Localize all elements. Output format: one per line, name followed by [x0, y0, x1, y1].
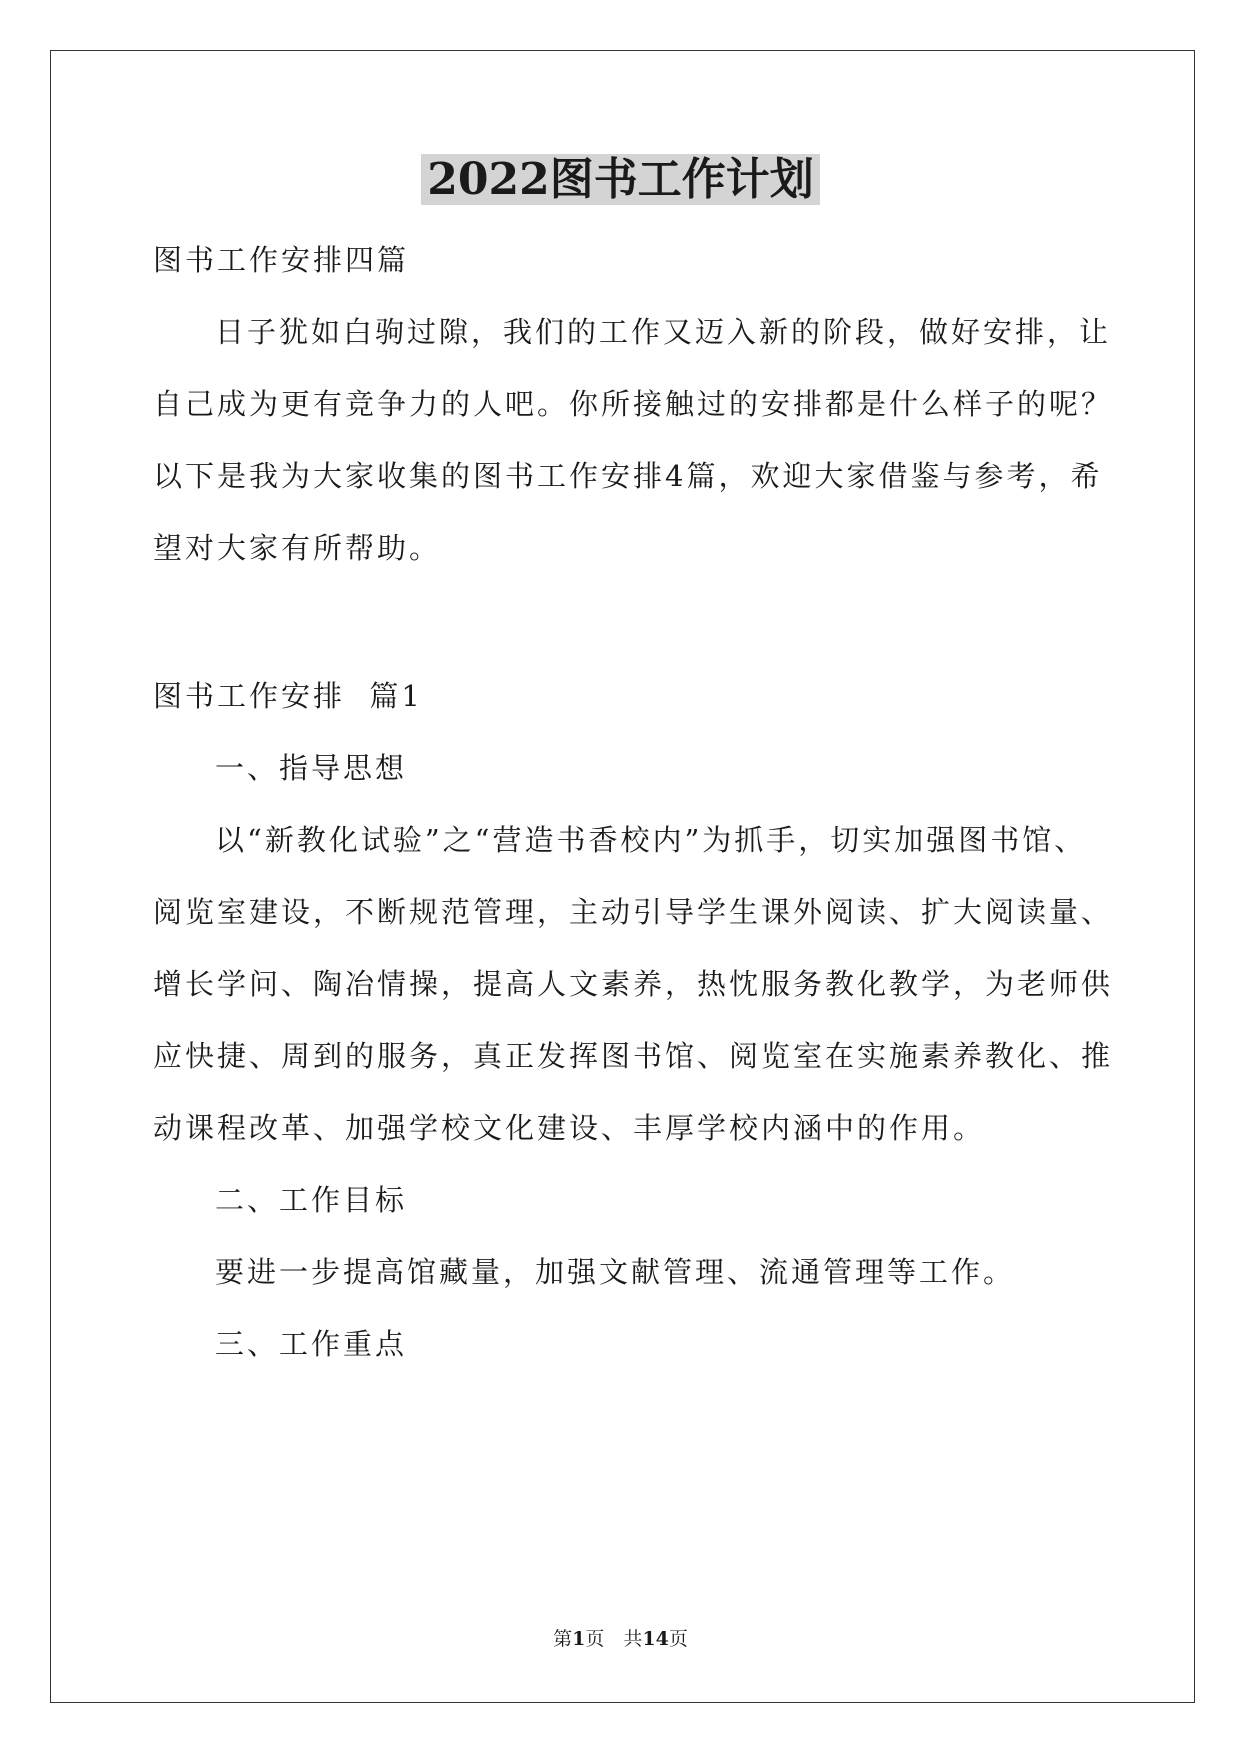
intro-line-3: 以下是我为大家收集的图书工作安排4篇，欢迎大家借鉴与参考，希 — [153, 459, 1103, 493]
document-title — [0, 150, 1241, 210]
section-heading: 图书工作安排 篇1 — [153, 679, 423, 713]
heading-guiding-thought: 一、指导思想 — [215, 751, 408, 785]
para-1-line-3: 增长学问、陶冶情操，提高人文素养，热忱服务教化教学，为老师供 — [153, 967, 1114, 1001]
subtitle: 图书工作安排四篇 — [153, 243, 410, 277]
footer-suffix: 页 — [668, 1628, 688, 1650]
heading-work-focus: 三、工作重点 — [215, 1327, 408, 1361]
intro-line-1: 日子犹如白驹过隙，我们的工作又迈入新的阶段，做好安排，让 — [215, 315, 1112, 349]
intro-line-4: 望对大家有所帮助。 — [153, 531, 442, 565]
footer-total-pages: 14 — [642, 1628, 669, 1650]
title-highlight: 2022图书工作计划 — [421, 154, 819, 205]
para-2: 要进一步提高馆藏量，加强文献管理、流通管理等工作。 — [215, 1255, 1016, 1289]
para-1-line-1: 以“新教化试验”之“营造书香校内”为抓手，切实加强图书馆、 — [215, 823, 1087, 857]
footer-prefix: 第 — [553, 1628, 573, 1650]
para-1-line-4: 应快捷、周到的服务，真正发挥图书馆、阅览室在实施素养教化、推 — [153, 1039, 1114, 1073]
footer-current-page: 1 — [572, 1628, 586, 1650]
heading-work-goals: 二、工作目标 — [215, 1183, 408, 1217]
page-footer — [0, 1626, 1241, 1652]
intro-line-2: 自己成为更有竞争力的人吧。你所接触过的安排都是什么样子的呢？ — [153, 387, 1114, 421]
para-1-line-2: 阅览室建设，不断规范管理，主动引导学生课外阅读、扩大阅读量、 — [153, 895, 1114, 929]
para-1-line-5: 动课程改革、加强学校文化建设、丰厚学校内涵中的作用。 — [153, 1111, 986, 1145]
page-border — [50, 50, 1195, 1703]
footer-mid: 页 共 — [585, 1628, 643, 1650]
